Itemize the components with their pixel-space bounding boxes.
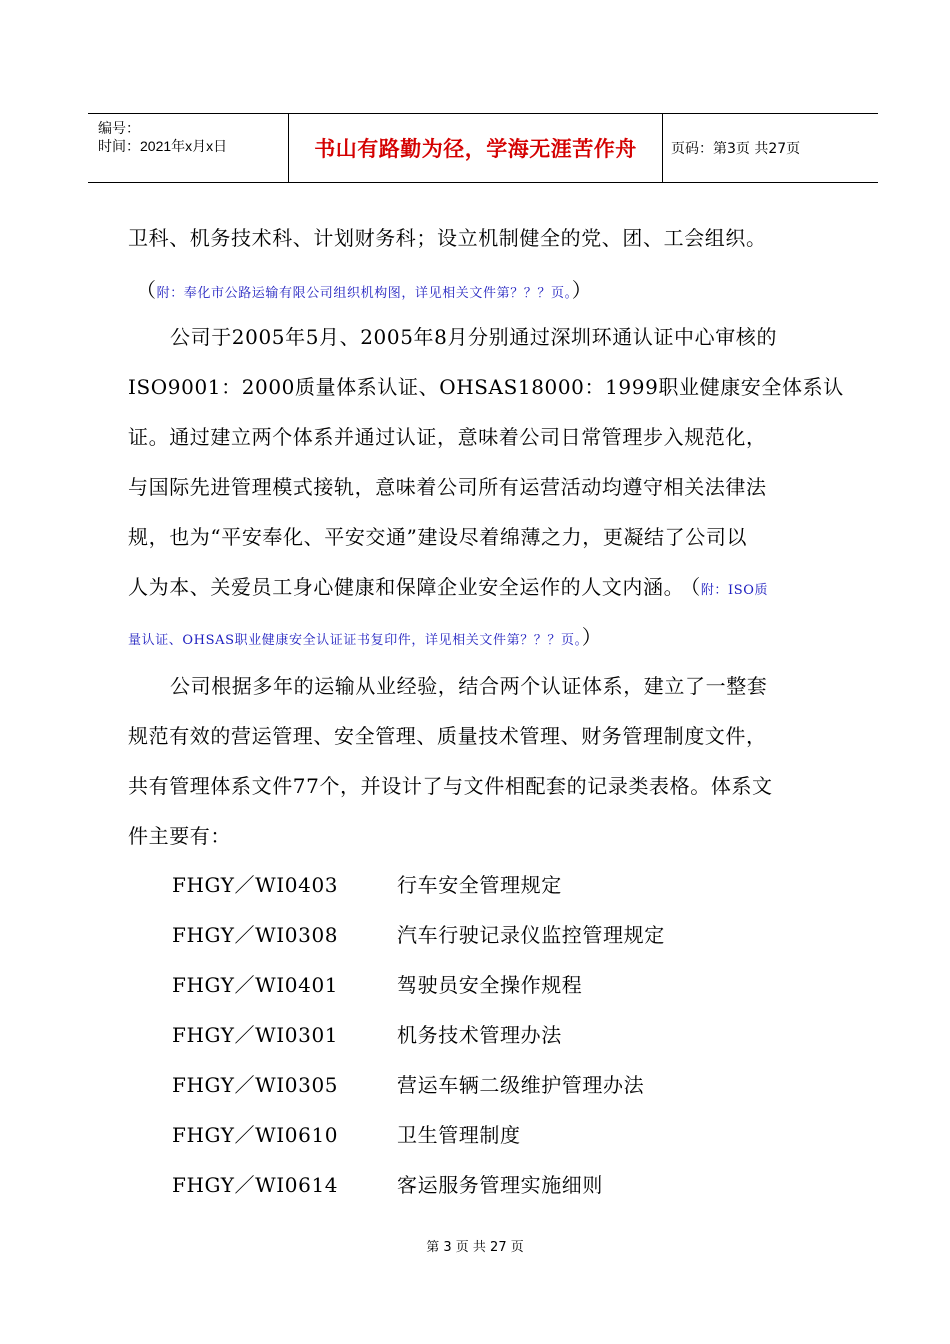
note-close-paren: ） [581, 625, 603, 649]
note-close-paren: ） [571, 278, 593, 302]
number-label: 编号： [98, 120, 140, 136]
body-line: 件主要有： [128, 824, 231, 848]
note-open-paren: （ [136, 278, 157, 302]
body-line: 卫科、机务技术科、计划财务科；设立机制健全的党、团、工会组织。 [128, 226, 767, 250]
document-title: 营运车辆二级维护管理办法 [397, 1073, 645, 1097]
body-line: 公司根据多年的运输从业经验，结合两个认证体系，建立了一整套 [170, 674, 768, 698]
document-code: FHGY／WI0308 [172, 923, 339, 947]
time-label: 时间：2021年x月x日 [98, 138, 228, 154]
body-line: 证。通过建立两个体系并通过认证，意味着公司日常管理步入规范化， [128, 425, 767, 449]
document-code: FHGY／WI0401 [172, 973, 339, 997]
body-line-with-note [128, 571, 768, 600]
note-open-paren: （ [690, 575, 701, 599]
attachment-note [128, 621, 602, 650]
header-motto: 书山有路勤为径，学海无涯苦作舟 [289, 114, 663, 182]
attachment-note [136, 274, 592, 303]
page-footer: 第 3 页 共 27 页 [426, 1240, 524, 1255]
header-meta [88, 114, 289, 182]
body-line: 与国际先进管理模式接轨，意味着公司所有运营活动均遵守相关法律法 [128, 475, 767, 499]
note-text: 附：奉化市公路运输有限公司组织机构图，详见相关文件第？？？页。 [156, 286, 572, 301]
document-code: FHGY／WI0301 [172, 1023, 339, 1047]
document-title: 行车安全管理规定 [397, 873, 562, 897]
body-text: 人为本、关爱员工身心健康和保障企业安全运作的人文内涵。 [128, 575, 685, 599]
document-title: 汽车行驶记录仪监控管理规定 [397, 923, 665, 947]
document-code: FHGY／WI0403 [172, 873, 339, 897]
body-line: ISO9001：2000质量体系认证、OHSAS18000：1999职业健康安全体系认 [128, 375, 844, 399]
document-title: 机务技术管理办法 [397, 1023, 562, 1047]
body-line: 规范有效的营运管理、安全管理、质量技术管理、财务管理制度文件， [128, 724, 767, 748]
document-title: 驾驶员安全操作规程 [397, 973, 583, 997]
body-line: 规，也为“平安奉化、平安交通”建设尽着绵薄之力，更凝结了公司以 [128, 525, 748, 549]
body-line: 共有管理体系文件77个，并设计了与文件相配套的记录类表格。体系文 [128, 774, 773, 798]
body-line: 公司于2005年5月、2005年8月分别通过深圳环通认证中心审核的 [170, 325, 778, 349]
document-title: 卫生管理制度 [397, 1123, 521, 1147]
document-code: FHGY／WI0614 [172, 1173, 339, 1197]
page-header [88, 113, 878, 183]
document-title: 客运服务管理实施细则 [397, 1173, 603, 1197]
document-code: FHGY／WI0305 [172, 1073, 339, 1097]
note-text: 量认证、OHSAS职业健康安全认证证书复印件，详见相关文件第？？？页。 [128, 633, 582, 648]
document-code: FHGY／WI0610 [172, 1123, 339, 1147]
header-page-label: 页码：第3页 共27页 [671, 141, 801, 157]
note-text: 附：ISO质 [700, 583, 769, 598]
